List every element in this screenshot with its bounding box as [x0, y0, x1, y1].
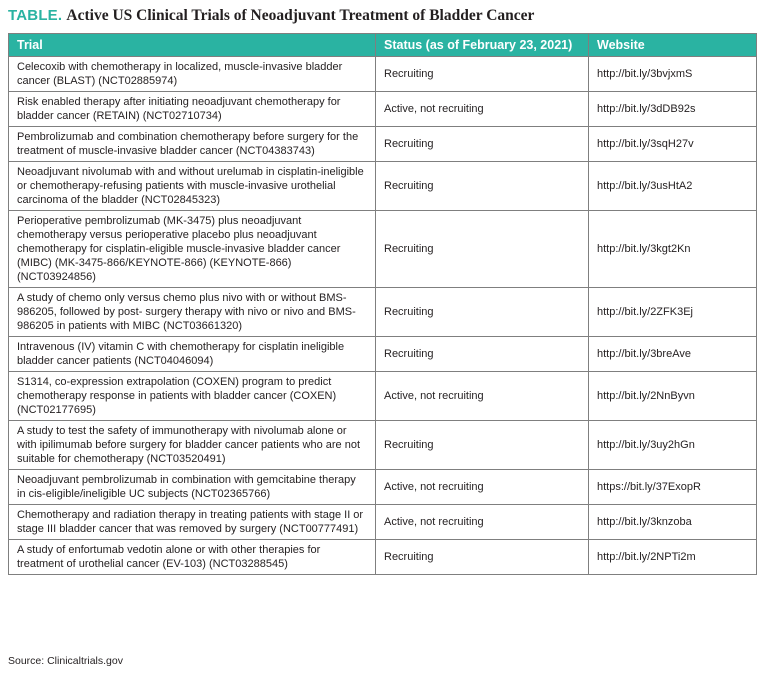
table-row: [9, 288, 757, 337]
header-trial: Trial: [9, 34, 376, 57]
table-row: [9, 540, 757, 575]
trial-cell: Intravenous (IV) vitamin C with chemotherapy for cisplatin ineligible bladder cancer patients (NCT04046094): [9, 337, 376, 372]
table-row: [9, 505, 757, 540]
website-link[interactable]: http://bit.ly/2NnByvn: [589, 372, 757, 421]
table-row: [9, 92, 757, 127]
status-cell: Recruiting: [376, 540, 589, 575]
trial-cell: Celecoxib with chemotherapy in localized, muscle-invasive bladder cancer (BLAST) (NCT02885974): [9, 57, 376, 92]
trial-cell: A study of chemo only versus chemo plus nivo with or without BMS-986205, followed by post- surgery therapy with nivo or nivo and BMS-986205 in patients with MIBC (NCT03661320): [9, 288, 376, 337]
table-row: [9, 372, 757, 421]
clinical-trials-table: [8, 33, 757, 575]
table-row: [9, 127, 757, 162]
status-cell: Recruiting: [376, 337, 589, 372]
table-header-row: [9, 34, 757, 57]
source-note: Source: Clinicaltrials.gov: [8, 655, 123, 667]
website-link[interactable]: http://bit.ly/3sqH27v: [589, 127, 757, 162]
table-title: [8, 5, 534, 27]
trial-cell: A study of enfortumab vedotin alone or with other therapies for treatment of urothelial cancer (EV-103) (NCT03288545): [9, 540, 376, 575]
status-cell: Active, not recruiting: [376, 470, 589, 505]
table-label: TABLE.: [8, 7, 63, 24]
trial-cell: Neoadjuvant nivolumab with and without urelumab in cisplatin-ineligible or chemotherapy-refusing patients with muscle-invasive urothelial carcinoma of the bladder (NCT02845323): [9, 162, 376, 211]
trial-cell: A study to test the safety of immunotherapy with nivolumab alone or with ipilimumab before surgery for bladder cancer patients who are not suitable for chemotherapy (NCT03520491): [9, 421, 376, 470]
website-link[interactable]: http://bit.ly/2ZFK3Ej: [589, 288, 757, 337]
header-status: Status (as of February 23, 2021): [376, 34, 589, 57]
status-cell: Recruiting: [376, 288, 589, 337]
table-row: [9, 162, 757, 211]
website-link[interactable]: http://bit.ly/3kgt2Kn: [589, 211, 757, 288]
website-link[interactable]: http://bit.ly/3bvjxmS: [589, 57, 757, 92]
table-row: [9, 337, 757, 372]
status-cell: Recruiting: [376, 211, 589, 288]
trial-cell: Pembrolizumab and combination chemotherapy before surgery for the treatment of muscle-invasive bladder cancer (NCT04383743): [9, 127, 376, 162]
status-cell: Active, not recruiting: [376, 92, 589, 127]
trial-cell: S1314, co-expression extrapolation (COXEN) program to predict chemotherapy response in patients with bladder cancer (COXEN) (NCT02177695): [9, 372, 376, 421]
status-cell: Recruiting: [376, 57, 589, 92]
website-link[interactable]: http://bit.ly/2NPTi2m: [589, 540, 757, 575]
website-link[interactable]: http://bit.ly/3dDB92s: [589, 92, 757, 127]
table-row: [9, 211, 757, 288]
status-cell: Recruiting: [376, 127, 589, 162]
table-row: [9, 470, 757, 505]
website-link[interactable]: https://bit.ly/37ExopR: [589, 470, 757, 505]
trial-cell: Perioperative pembrolizumab (MK-3475) plus neoadjuvant chemotherapy versus perioperative placebo plus neoadjuvant chemotherapy for cisplatin-eligible muscle-invasive bladder cancer (MIBC) (MK-3475-866/KEYNOTE-866) (KEYNOTE-866) (NCT03924856): [9, 211, 376, 288]
website-link[interactable]: http://bit.ly/3knzoba: [589, 505, 757, 540]
trial-cell: Neoadjuvant pembrolizumab in combination with gemcitabine therapy in cis-eligible/ineligible UC subjects (NCT02365766): [9, 470, 376, 505]
website-link[interactable]: http://bit.ly/3usHtA2: [589, 162, 757, 211]
trial-cell: Chemotherapy and radiation therapy in treating patients with stage II or stage III bladder cancer that was removed by surgery (NCT00777491): [9, 505, 376, 540]
website-link[interactable]: http://bit.ly/3breAve: [589, 337, 757, 372]
trial-cell: Risk enabled therapy after initiating neoadjuvant chemotherapy for bladder cancer (RETAIN) (NCT02710734): [9, 92, 376, 127]
table-title-text: Active US Clinical Trials of Neoadjuvant Treatment of Bladder Cancer: [66, 7, 535, 24]
table-row: [9, 421, 757, 470]
status-cell: Recruiting: [376, 162, 589, 211]
status-cell: Recruiting: [376, 421, 589, 470]
status-cell: Active, not recruiting: [376, 505, 589, 540]
status-cell: Active, not recruiting: [376, 372, 589, 421]
header-website: Website: [589, 34, 757, 57]
table-row: [9, 57, 757, 92]
website-link[interactable]: http://bit.ly/3uy2hGn: [589, 421, 757, 470]
